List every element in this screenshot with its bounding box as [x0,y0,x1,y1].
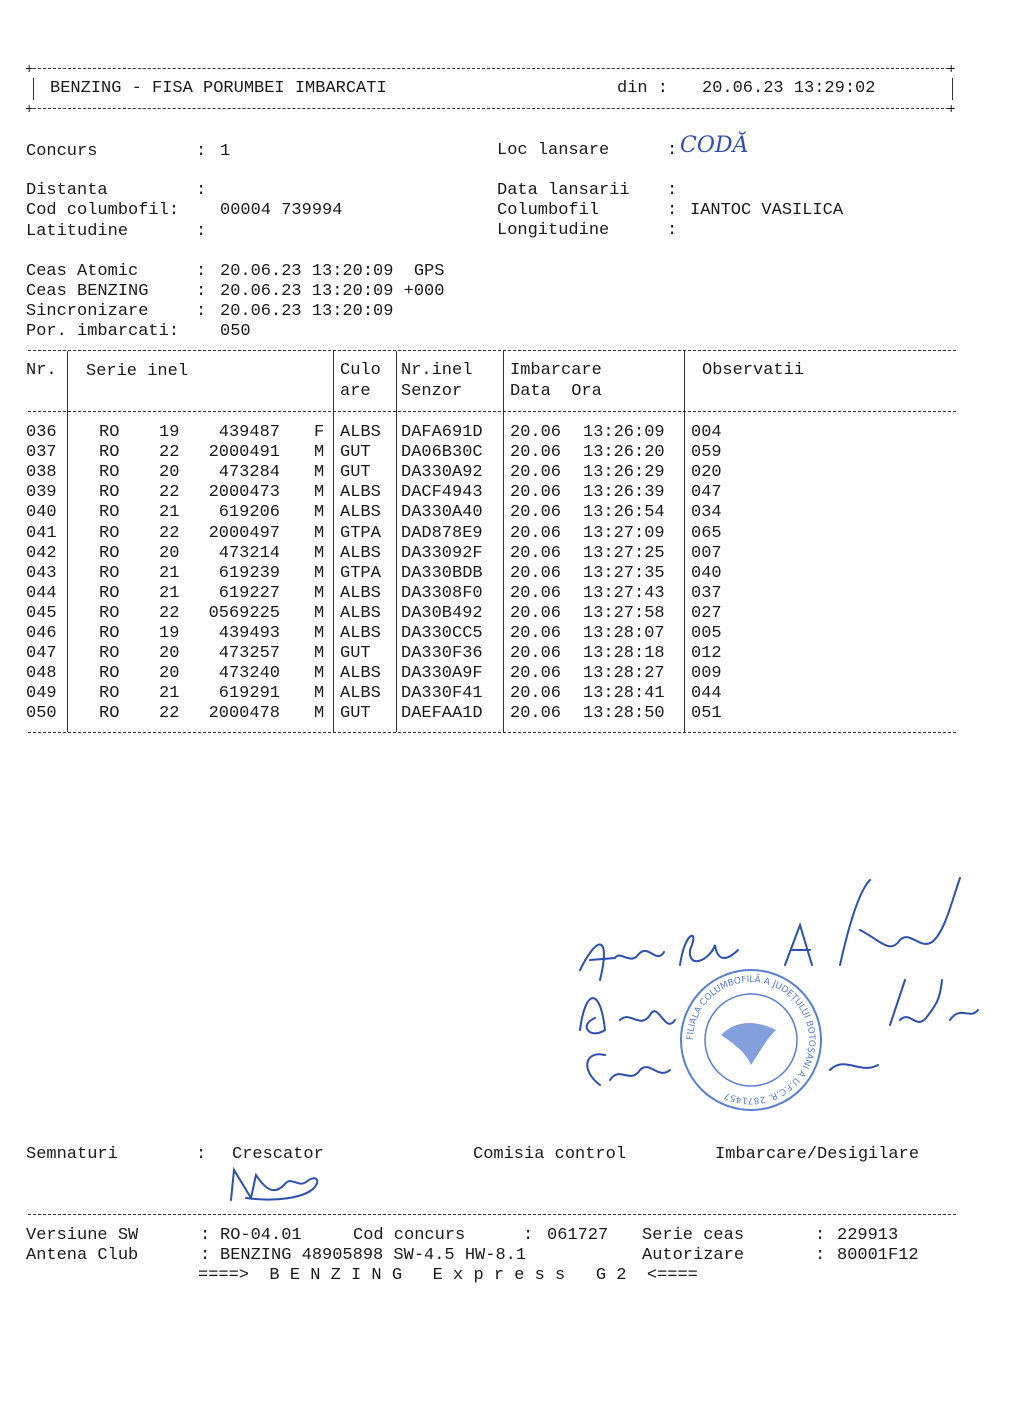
row-date: 20.06 [510,644,562,664]
row-obs: 007 [691,543,722,563]
table-top-rule [28,350,956,351]
cod-columbofil-value: 00004 739994 [220,201,343,220]
row-year: 19 [159,624,180,643]
row-ring: 2000473 [208,483,280,503]
loc-lansare-label: Loc lansare [497,141,610,160]
autorizare-value: 80001F12 [837,1246,919,1265]
row-year: 20 [159,463,180,483]
ceas-atomic-label: Ceas Atomic [26,262,139,281]
stamp-ring-text: FILIALA COLUMBOFILĂ A JUDEȚULUI BOTOȘANI A U.F.C.R. 2871457 [685,974,817,1106]
row-ring: 2000491 [208,443,280,463]
table-row [0,544,1024,564]
row-obs: 065 [691,523,722,543]
header-right-bar [952,78,953,100]
row-sex: M [314,704,325,724]
footer-rule [28,1214,956,1215]
row-time: 13:27:35 [583,563,665,583]
row-time: 13:26:20 [583,443,665,463]
columbofil-label: Columbofil [497,201,600,220]
row-nr: 043 [26,563,57,583]
row-time: 13:26:54 [583,503,665,523]
corner-plus: + [947,102,956,118]
date-value: 20.06.23 13:29:02 [702,79,876,98]
colon: : [196,282,207,301]
row-country: RO [99,563,120,583]
row-color: ALBS [340,603,381,623]
table-row [0,564,1024,584]
crescator-label: Crescator [232,1145,324,1164]
row-obs: 004 [691,423,722,442]
row-color: ALBS [340,423,381,442]
latitudine-label: Latitudine [26,222,129,241]
row-color: ALBS [340,503,381,523]
row-country: RO [99,664,120,684]
row-sensor: DA330A9F [401,664,483,684]
antena-club-value: BENZING 48905898 SW-4.5 HW-8.1 [220,1246,527,1265]
row-obs: 040 [691,563,722,583]
colon: : [815,1246,826,1265]
row-sensor: DAD878E9 [401,523,483,543]
col-header-nr: Nr. [26,361,57,380]
col-header-data-ora: Data Ora [510,382,602,401]
ceas-benzing-value: 20.06.23 13:20:09 +000 [220,282,445,301]
row-obs: 009 [691,664,722,684]
row-time: 13:27:09 [583,523,665,543]
row-color: GTPA [340,523,381,543]
row-nr: 044 [26,583,57,603]
row-obs: 020 [691,463,722,483]
versiune-sw-label: Versiune SW [26,1226,139,1245]
serie-ceas-value: 229913 [837,1226,899,1245]
row-obs: 005 [691,624,722,643]
colon: : [667,201,678,220]
colon: : [200,1226,211,1245]
row-obs: 034 [691,503,722,523]
serie-ceas-label: Serie ceas [642,1226,745,1245]
row-country: RO [99,503,120,523]
row-sex: M [314,603,325,623]
row-date: 20.06 [510,563,562,583]
row-nr: 038 [26,463,57,483]
stamp-pigeon-icon [721,1023,776,1065]
row-country: RO [99,644,120,664]
longitudine-label: Longitudine [497,221,610,240]
semnaturi-label: Semnaturi [26,1145,118,1164]
colon: : [196,222,207,241]
row-sex: M [314,503,325,523]
row-obs: 059 [691,443,722,463]
table-row [0,463,1024,483]
table-row [0,423,1024,443]
row-date: 20.06 [510,483,562,503]
row-nr: 047 [26,644,57,664]
row-nr: 036 [26,423,57,442]
row-time: 13:28:27 [583,664,665,684]
row-year: 22 [159,443,180,463]
row-sex: M [314,684,325,704]
row-year: 22 [159,523,180,543]
distanta-label: Distanta [26,181,108,200]
row-color: GUT [340,463,371,483]
row-ring: 2000478 [208,704,280,724]
row-country: RO [99,443,120,463]
row-country: RO [99,483,120,503]
row-ring: 619206 [218,503,280,523]
row-sex: M [314,563,325,583]
colon: : [523,1226,534,1245]
table-row [0,503,1024,523]
row-color: GUT [340,644,371,664]
row-sex: M [314,583,325,603]
row-country: RO [99,624,120,643]
colon: : [667,221,678,240]
row-nr: 049 [26,684,57,704]
col-header-serie-inel: Serie inel [86,362,189,381]
row-color: GUT [340,704,371,724]
row-date: 20.06 [510,503,562,523]
club-stamp [676,965,826,1115]
row-year: 22 [159,603,180,623]
loc-lansare-handwritten: CODĂ [680,133,749,158]
row-date: 20.06 [510,423,562,442]
row-sensor: DA330BDB [401,563,483,583]
colon: : [196,302,207,321]
row-country: RO [99,523,120,543]
row-country: RO [99,463,120,483]
row-country: RO [99,423,120,442]
row-date: 20.06 [510,704,562,724]
row-sensor: DA3308F0 [401,583,483,603]
colon: : [196,262,207,281]
row-country: RO [99,543,120,563]
col-header-culoare: Culo [340,361,381,380]
row-nr: 037 [26,443,57,463]
row-sensor: DA330F41 [401,684,483,704]
sincronizare-value: 20.06.23 13:20:09 [220,302,394,321]
row-year: 21 [159,563,180,583]
benzing-banner: ====> B E N Z I N G E x p r e s s G 2 <==== [198,1266,698,1285]
table-row [0,524,1024,544]
table-row [0,704,1024,724]
row-sensor: DA330A40 [401,503,483,523]
row-date: 20.06 [510,684,562,704]
row-nr: 048 [26,664,57,684]
date-label: din : [617,79,669,98]
row-color: ALBS [340,664,381,684]
row-country: RO [99,704,120,724]
row-time: 13:28:18 [583,644,665,664]
table-row [0,443,1024,463]
corner-plus: + [25,62,34,78]
autorizare-label: Autorizare [642,1246,745,1265]
row-sex: M [314,443,325,463]
table-row [0,644,1024,664]
row-color: GTPA [340,563,381,583]
row-color: ALBS [340,684,381,704]
row-sex: M [314,523,325,543]
row-sex: M [314,624,325,643]
row-year: 20 [159,664,180,684]
row-nr: 045 [26,603,57,623]
concurs-label: Concurs [26,142,98,161]
row-sex: M [314,543,325,563]
row-ring: 619291 [218,684,280,704]
ceas-atomic-value: 20.06.23 13:20:09 GPS [220,262,445,281]
row-nr: 042 [26,543,57,563]
row-ring: 0569225 [208,603,280,623]
row-year: 22 [159,483,180,503]
row-date: 20.06 [510,463,562,483]
row-year: 20 [159,644,180,664]
row-nr: 039 [26,483,57,503]
row-time: 13:26:39 [583,483,665,503]
row-time: 13:28:41 [583,684,665,704]
row-obs: 012 [691,644,722,664]
row-year: 21 [159,583,180,603]
colon: : [196,142,207,161]
table-row [0,664,1024,684]
row-nr: 040 [26,503,57,523]
row-country: RO [99,583,120,603]
row-obs: 051 [691,704,722,724]
ceas-benzing-label: Ceas BENZING [26,282,149,301]
row-time: 13:27:43 [583,583,665,603]
row-obs: 047 [691,483,722,503]
row-color: ALBS [340,543,381,563]
cod-concurs-label: Cod concurs [353,1226,466,1245]
colon: : [667,181,678,200]
row-date: 20.06 [510,583,562,603]
row-ring: 2000497 [208,523,280,543]
row-sensor: DA33092F [401,543,483,563]
table-header-rule [28,411,956,412]
row-nr: 050 [26,704,57,724]
colon: : [196,181,207,200]
versiune-sw-value: RO-04.01 [220,1226,302,1245]
row-nr: 041 [26,523,57,543]
header-top-rule [28,68,954,69]
col-header-imbarcare: Imbarcare [510,361,602,380]
row-sex: M [314,644,325,664]
row-color: ALBS [340,624,381,643]
row-country: RO [99,603,120,623]
row-color: ALBS [340,583,381,603]
row-sensor: DA330CC5 [401,624,483,643]
row-color: GUT [340,443,371,463]
row-ring: 619227 [218,583,280,603]
columbofil-value: IANTOC VASILICA [690,201,844,220]
row-date: 20.06 [510,664,562,684]
row-sensor: DAFA691D [401,423,483,442]
corner-plus: + [25,102,34,118]
row-sensor: DA06B30C [401,443,483,463]
colon: : [200,1246,211,1265]
concurs-value: 1 [220,142,231,161]
row-country: RO [99,684,120,704]
row-sensor: DA30B492 [401,603,483,623]
row-year: 21 [159,503,180,523]
col-header-culoare-2: are [340,382,371,401]
table-row [0,483,1024,503]
cod-columbofil-label: Cod columbofil: [26,201,180,220]
header-left-bar [33,78,34,100]
row-time: 13:26:29 [583,463,665,483]
col-header-observatii: Observatii [702,361,805,380]
row-ring: 439487 [218,423,280,442]
table-row [0,584,1024,604]
por-imbarcati-value: 050 [220,322,251,341]
col-header-nr-inel: Nr.inel [401,361,473,380]
corner-plus: + [947,62,956,78]
row-date: 20.06 [510,624,562,643]
breeder-signature [226,1160,336,1210]
row-ring: 473284 [218,463,280,483]
row-year: 20 [159,543,180,563]
row-sensor: DA330A92 [401,463,483,483]
row-obs: 044 [691,684,722,704]
colon: : [667,141,678,160]
row-time: 13:26:09 [583,423,665,442]
cod-concurs-value: 061727 [547,1226,609,1245]
header-bottom-rule [28,108,954,109]
row-date: 20.06 [510,523,562,543]
row-date: 20.06 [510,603,562,623]
sincronizare-label: Sincronizare [26,302,149,321]
row-sensor: DA330F36 [401,644,483,664]
row-ring: 619239 [218,563,280,583]
row-sensor: DACF4943 [401,483,483,503]
table-row [0,604,1024,624]
table-row [0,624,1024,644]
row-time: 13:27:58 [583,603,665,623]
row-year: 22 [159,704,180,724]
row-sex: M [314,664,325,684]
comisia-control-label: Comisia control [473,1145,627,1164]
row-ring: 473257 [218,644,280,664]
row-obs: 027 [691,603,722,623]
colon: : [815,1226,826,1245]
row-ring: 473214 [218,543,280,563]
document-title: BENZING - FISA PORUMBEI IMBARCATI [50,79,387,98]
row-date: 20.06 [510,443,562,463]
row-year: 19 [159,423,180,442]
row-sex: F [314,423,325,442]
row-time: 13:28:07 [583,624,665,643]
data-lansarii-label: Data lansarii [497,181,630,200]
row-obs: 037 [691,583,722,603]
table-bottom-rule [28,732,956,733]
colon: : [196,1145,207,1164]
row-color: ALBS [340,483,381,503]
table-row [0,684,1024,704]
imbarcare-desigilare-label: Imbarcare/Desigilare [715,1145,920,1164]
por-imbarcati-label: Por. imbarcati: [26,322,180,341]
row-time: 13:27:25 [583,543,665,563]
row-nr: 046 [26,624,57,643]
row-ring: 439493 [218,624,280,643]
row-time: 13:28:50 [583,704,665,724]
row-date: 20.06 [510,543,562,563]
row-year: 21 [159,684,180,704]
row-ring: 473240 [218,664,280,684]
col-header-senzor: Senzor [401,382,463,401]
row-sensor: DAEFAA1D [401,704,483,724]
antena-club-label: Antena Club [26,1246,139,1265]
row-sex: M [314,483,325,503]
row-sex: M [314,463,325,483]
